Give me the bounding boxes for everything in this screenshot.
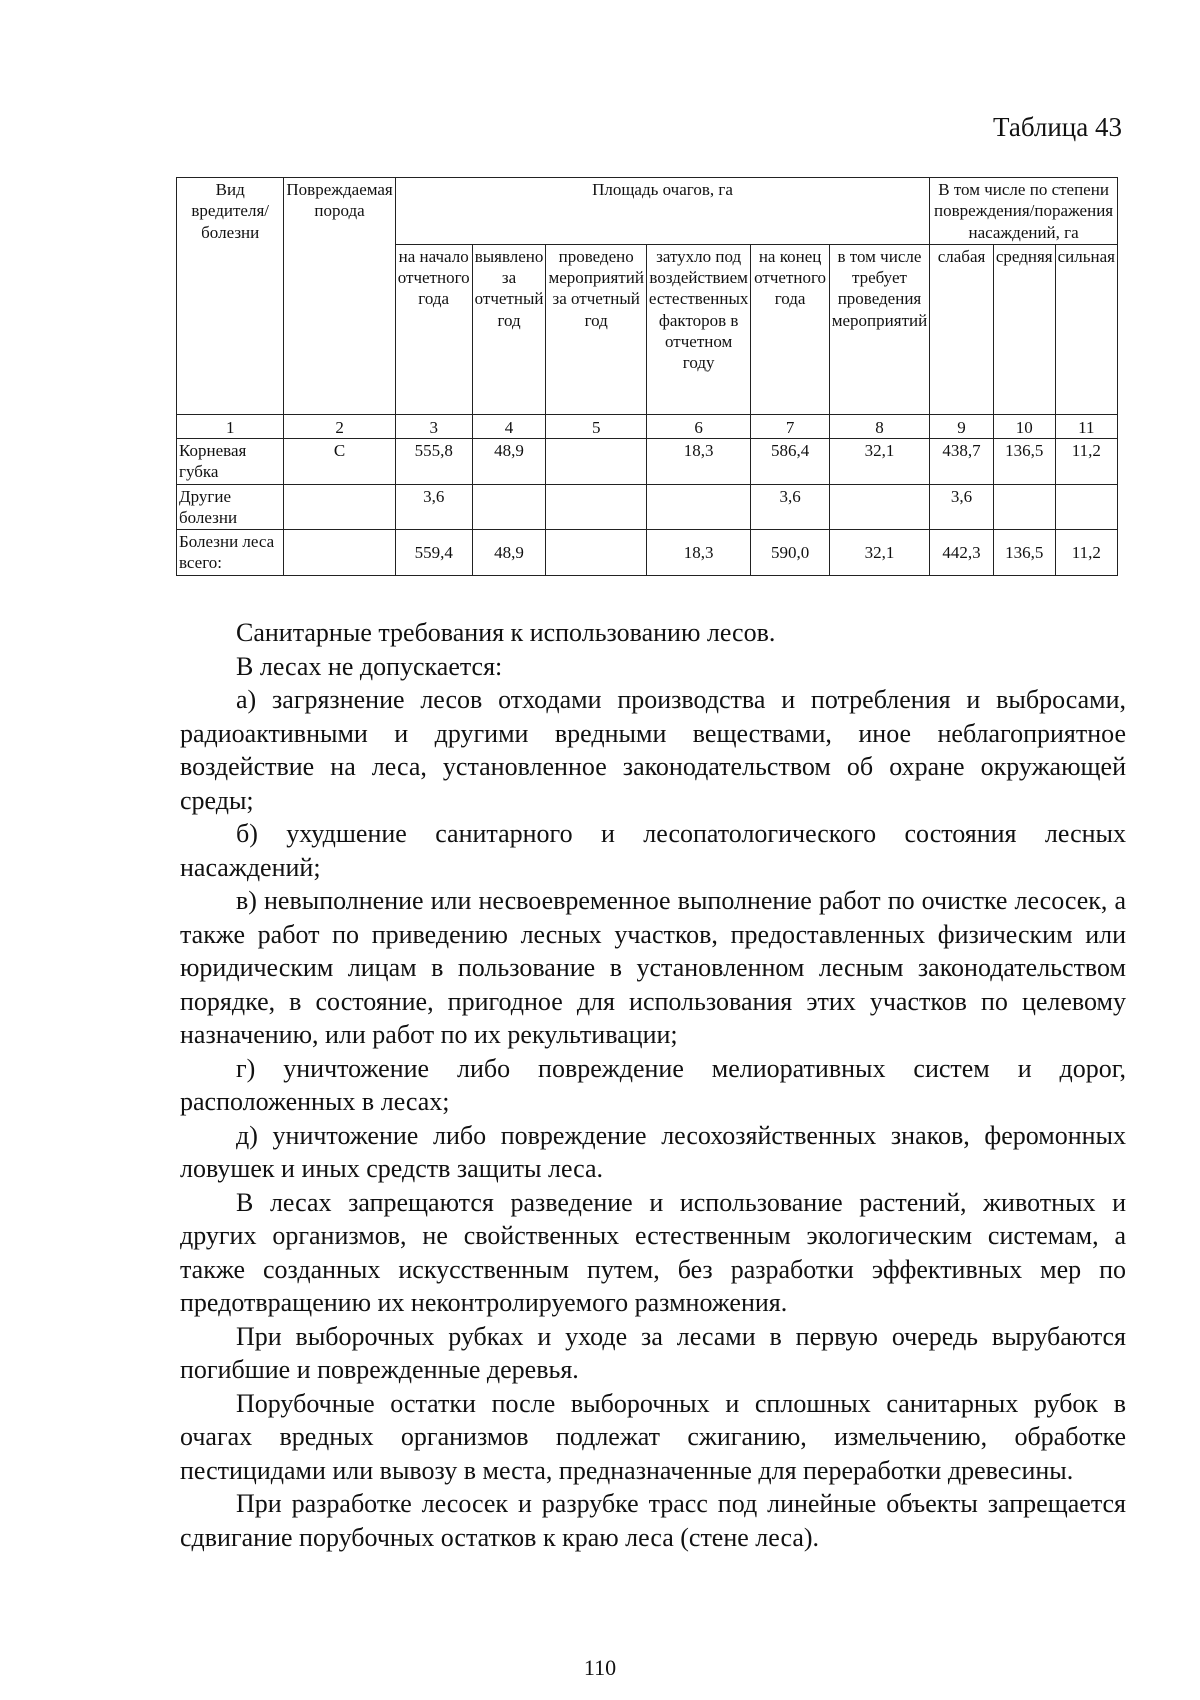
- row-label: Болезни леса всего:: [177, 530, 284, 576]
- list-item-g: г) уничтожение либо повреждение мелиоративных систем и дорог, расположенных в лесах;: [180, 1053, 1126, 1116]
- header-end-of-year: на конец отчетного года: [751, 244, 829, 414]
- table-cell: С: [284, 439, 395, 485]
- column-number: 10: [993, 414, 1055, 438]
- table-cell: [284, 530, 395, 576]
- header-strong: сильная: [1055, 244, 1117, 414]
- forest-pest-table: [176, 177, 1118, 576]
- column-number: 3: [395, 414, 472, 438]
- header-detected: выявлено за отчетный год: [472, 244, 546, 414]
- header-measures-done: проведено мероприятий за отчетный год: [546, 244, 646, 414]
- table-cell: [284, 484, 395, 530]
- table-cell: [646, 484, 750, 530]
- column-number: 5: [546, 414, 646, 438]
- column-number: 2: [284, 414, 395, 438]
- column-number-row: [177, 414, 1118, 438]
- table-caption: Таблица 43: [993, 112, 1122, 142]
- table-cell: [546, 439, 646, 485]
- table-cell: 559,4: [395, 530, 472, 576]
- list-item-a: а) загрязнение лесов отходами производства и потребления и выбросами, радиоактивными и другими вредными веществами, иное неблагоприятное воздействие на леса, установленное законодательством об охране окружающей среды;: [180, 685, 1126, 815]
- paragraph: Порубочные остатки после выборочных и сплошных санитарных рубок в очагах вредных организмов подлежат сжиганию, измельчению, обработке пестицидами или вывозу в места, предназначенные для переработки древесины.: [180, 1388, 1126, 1485]
- header-area-group: Площадь очагов, га: [395, 178, 929, 245]
- header-weak: слабая: [930, 244, 994, 414]
- row-label: Корневая губка: [177, 439, 284, 485]
- table-cell: 438,7: [930, 439, 994, 485]
- list-item-v: в) невыполнение или несвоевременное выполнение работ по очистке лесосек, а также работ по приведению лесных участков, предоставленных физическим или юридическим лицам в пользование в установленном лесным законодательством порядке, в состояние, пригодное для использования этих участков по целевому назначению, или работ по их рекультивации;: [180, 886, 1126, 1049]
- table-cell: 3,6: [751, 484, 829, 530]
- column-number: 7: [751, 414, 829, 438]
- table-cell: [993, 484, 1055, 530]
- table-cell: 442,3: [930, 530, 994, 576]
- table-cell: 32,1: [829, 439, 929, 485]
- row-label: Другие болезни: [177, 484, 284, 530]
- column-number: 11: [1055, 414, 1117, 438]
- table-cell: 48,9: [472, 530, 546, 576]
- header-natural-decline: затухло под воздействием естественных факторов в отчетном году: [646, 244, 750, 414]
- table-cell: [1055, 484, 1117, 530]
- header-requires-measures: в том числе требует проведения мероприятий: [829, 244, 929, 414]
- paragraph: При выборочных рубках и уходе за лесами в первую очередь вырубаются погибшие и поврежденные деревья.: [180, 1321, 1126, 1384]
- column-number: 8: [829, 414, 929, 438]
- table-cell: [546, 484, 646, 530]
- table-cell: [472, 484, 546, 530]
- body-text: [180, 616, 1126, 1554]
- header-degree-group: В том числе по степени повреждения/поражения насаждений, га: [930, 178, 1118, 245]
- column-number: 9: [930, 414, 994, 438]
- column-number: 1: [177, 414, 284, 438]
- table-row: [177, 484, 1118, 530]
- table-cell: 32,1: [829, 530, 929, 576]
- list-item-b: б) ухудшение санитарного и лесопатологического состояния лесных насаждений;: [180, 819, 1126, 882]
- paragraph: В лесах запрещаются разведение и использование растений, животных и других организмов, не свойственных естественным экологическим системам, а также созданных искусственным путем, без разработки эффективных мер по предотвращению их неконтролируемого размножения.: [180, 1187, 1126, 1317]
- table-row-total: [177, 530, 1118, 576]
- paragraph: В лесах не допускается:: [236, 651, 503, 681]
- header-damaged-species: Повреждаемая порода: [284, 178, 395, 415]
- list-item-d: д) уничтожение либо повреждение лесохозяйственных знаков, феромонных ловушек и иных средств защиты леса.: [180, 1120, 1126, 1183]
- table-cell: 136,5: [993, 530, 1055, 576]
- page-number: 110: [583, 1655, 617, 1680]
- table-cell: 590,0: [751, 530, 829, 576]
- table-cell: 18,3: [646, 530, 750, 576]
- table-cell: 11,2: [1055, 530, 1117, 576]
- table-cell: 3,6: [930, 484, 994, 530]
- header-start-of-year: на начало отчетного года: [395, 244, 472, 414]
- header-medium: средняя: [993, 244, 1055, 414]
- table-cell: 48,9: [472, 439, 546, 485]
- table-cell: 555,8: [395, 439, 472, 485]
- table-cell: 136,5: [993, 439, 1055, 485]
- column-number: 4: [472, 414, 546, 438]
- section-heading: Санитарные требования к использованию лесов.: [236, 618, 776, 647]
- paragraph: При разработке лесосек и разрубке трасс под линейные объекты запрещается сдвигание порубочных остатков к краю леса (стене леса).: [180, 1489, 1126, 1552]
- table-cell: [829, 484, 929, 530]
- header-pest-type: Вид вредителя/болезни: [177, 178, 284, 415]
- table-cell: 3,6: [395, 484, 472, 530]
- table-cell: 11,2: [1055, 439, 1117, 485]
- table-cell: 586,4: [751, 439, 829, 485]
- table-cell: [546, 530, 646, 576]
- table-row: [177, 439, 1118, 485]
- column-number: 6: [646, 414, 750, 438]
- table-cell: 18,3: [646, 439, 750, 485]
